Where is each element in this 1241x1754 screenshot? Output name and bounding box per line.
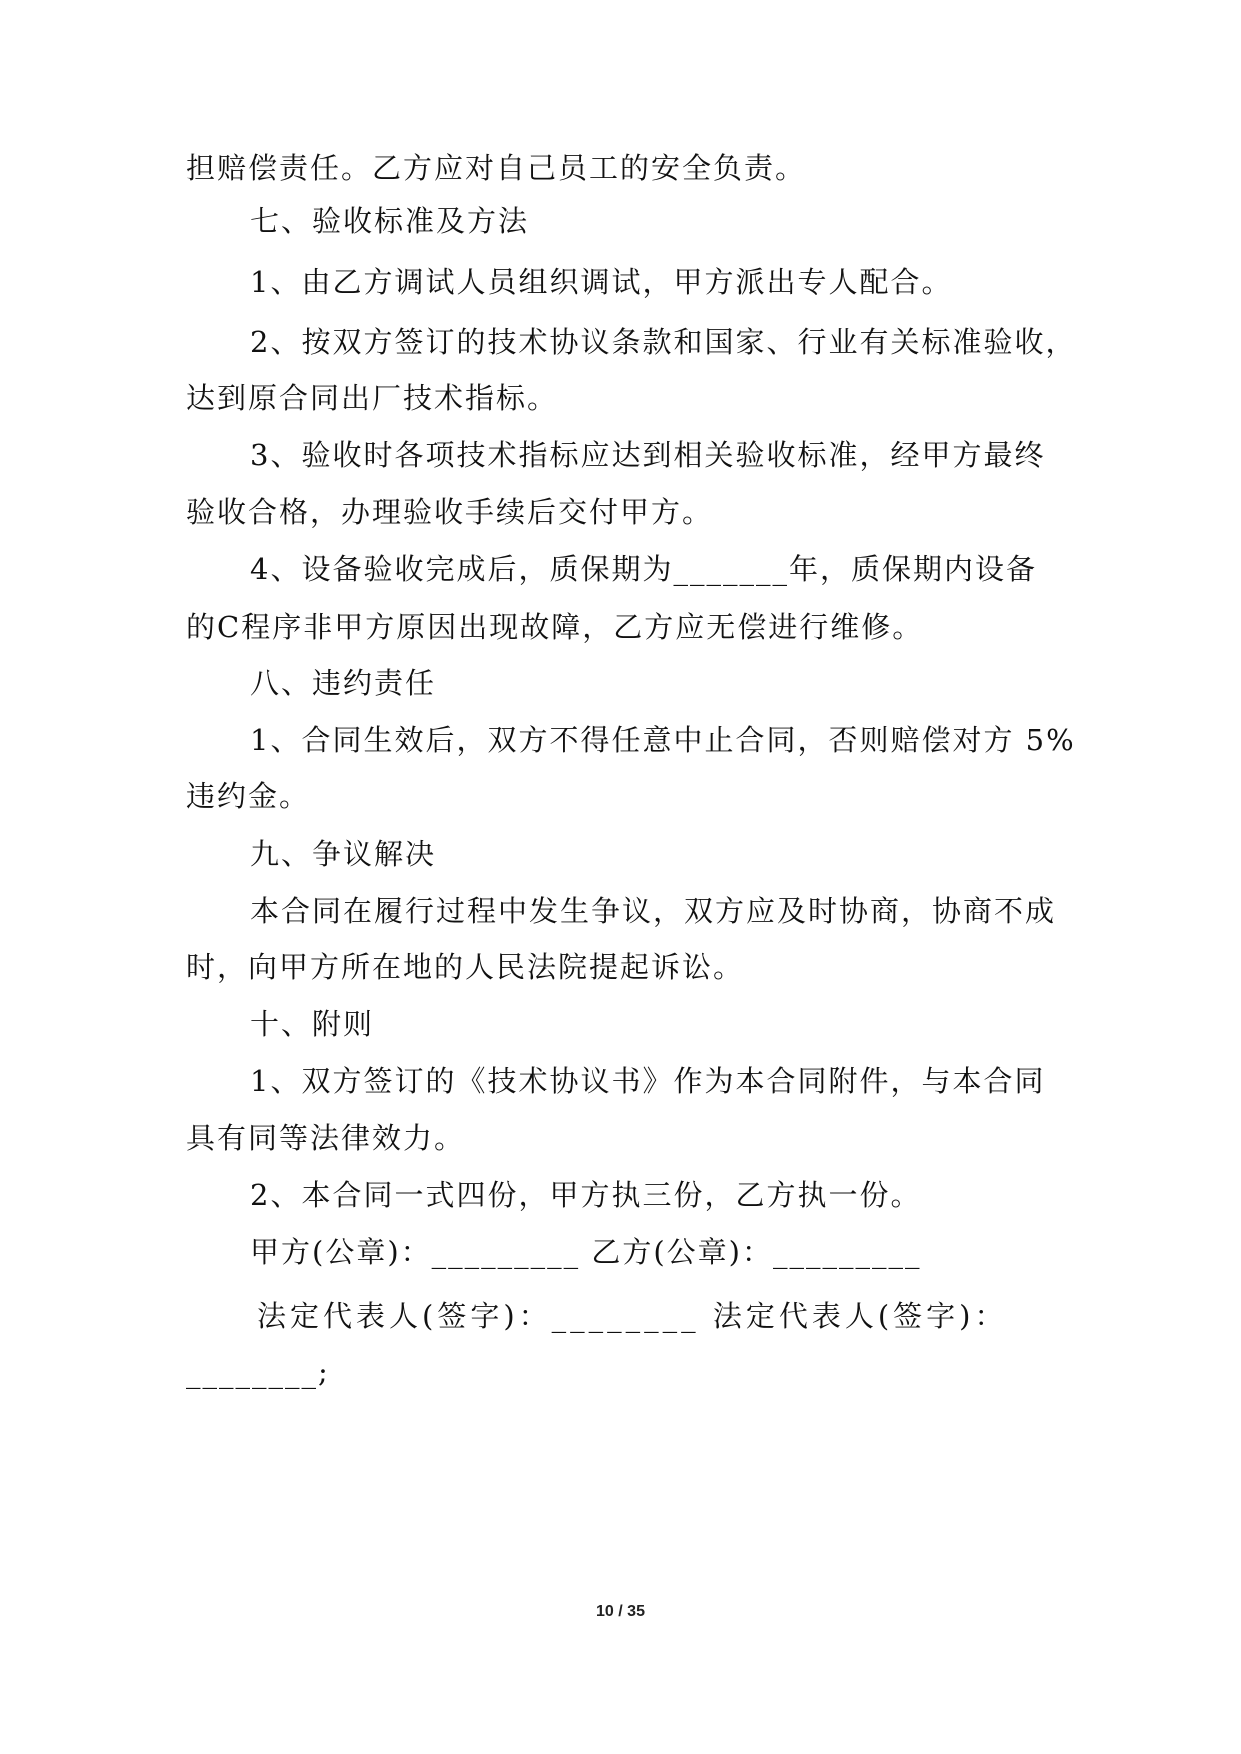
paragraph-line: 具有同等法律效力。 [186,1121,466,1155]
paragraph-line: 的C程序非甲方原因出现故障，乙方应无偿进行维修。 [186,610,924,644]
section-heading: 七、验收标准及方法 [250,204,530,238]
section-heading: 九、争议解决 [250,837,437,871]
paragraph-line: 时，向甲方所在地的人民法院提起诉讼。 [186,950,745,984]
paragraph-line: 担赔偿责任。乙方应对自己员工的安全负责。 [186,151,807,185]
page-number: 10 / 35 [596,1603,645,1620]
representative-signature-line: 法定代表人(签字)：________ 法定代表人(签字)： [257,1299,1008,1333]
signature-blank-line: ________; [186,1355,330,1389]
paragraph-line: 2、按双方签订的技术协议条款和国家、行业有关标准验收， [250,325,1077,359]
paragraph-line: 3、验收时各项技术指标应达到相关验收标准，经甲方最终 [250,438,1046,472]
section-heading: 十、附则 [250,1007,375,1041]
paragraph-line: 验收合格，办理验收手续后交付甲方。 [186,495,714,529]
paragraph-line: 2、本合同一式四份，甲方执三份，乙方执一份。 [250,1178,922,1212]
paragraph-line: 1、由乙方调试人员组织调试，甲方派出专人配合。 [250,265,953,299]
paragraph-line: 达到原合同出厂技术指标。 [186,381,559,415]
section-heading: 八、违约责任 [250,666,437,700]
paragraph-line: 本合同在履行过程中发生争议，双方应及时协商，协商不成 [250,894,1057,928]
paragraph-line: 违约金。 [186,779,311,813]
paragraph-line: 1、双方签订的《技术协议书》作为本合同附件，与本合同 [250,1064,1046,1098]
seal-signature-line: 甲方(公章)：_________ 乙方(公章)：_________ [250,1235,922,1269]
paragraph-line: 1、合同生效后，双方不得任意中止合同，否则赔偿对方 5% [250,723,1076,757]
paragraph-line: 4、设备验收完成后，质保期为_______年，质保期内设备 [250,552,1037,586]
